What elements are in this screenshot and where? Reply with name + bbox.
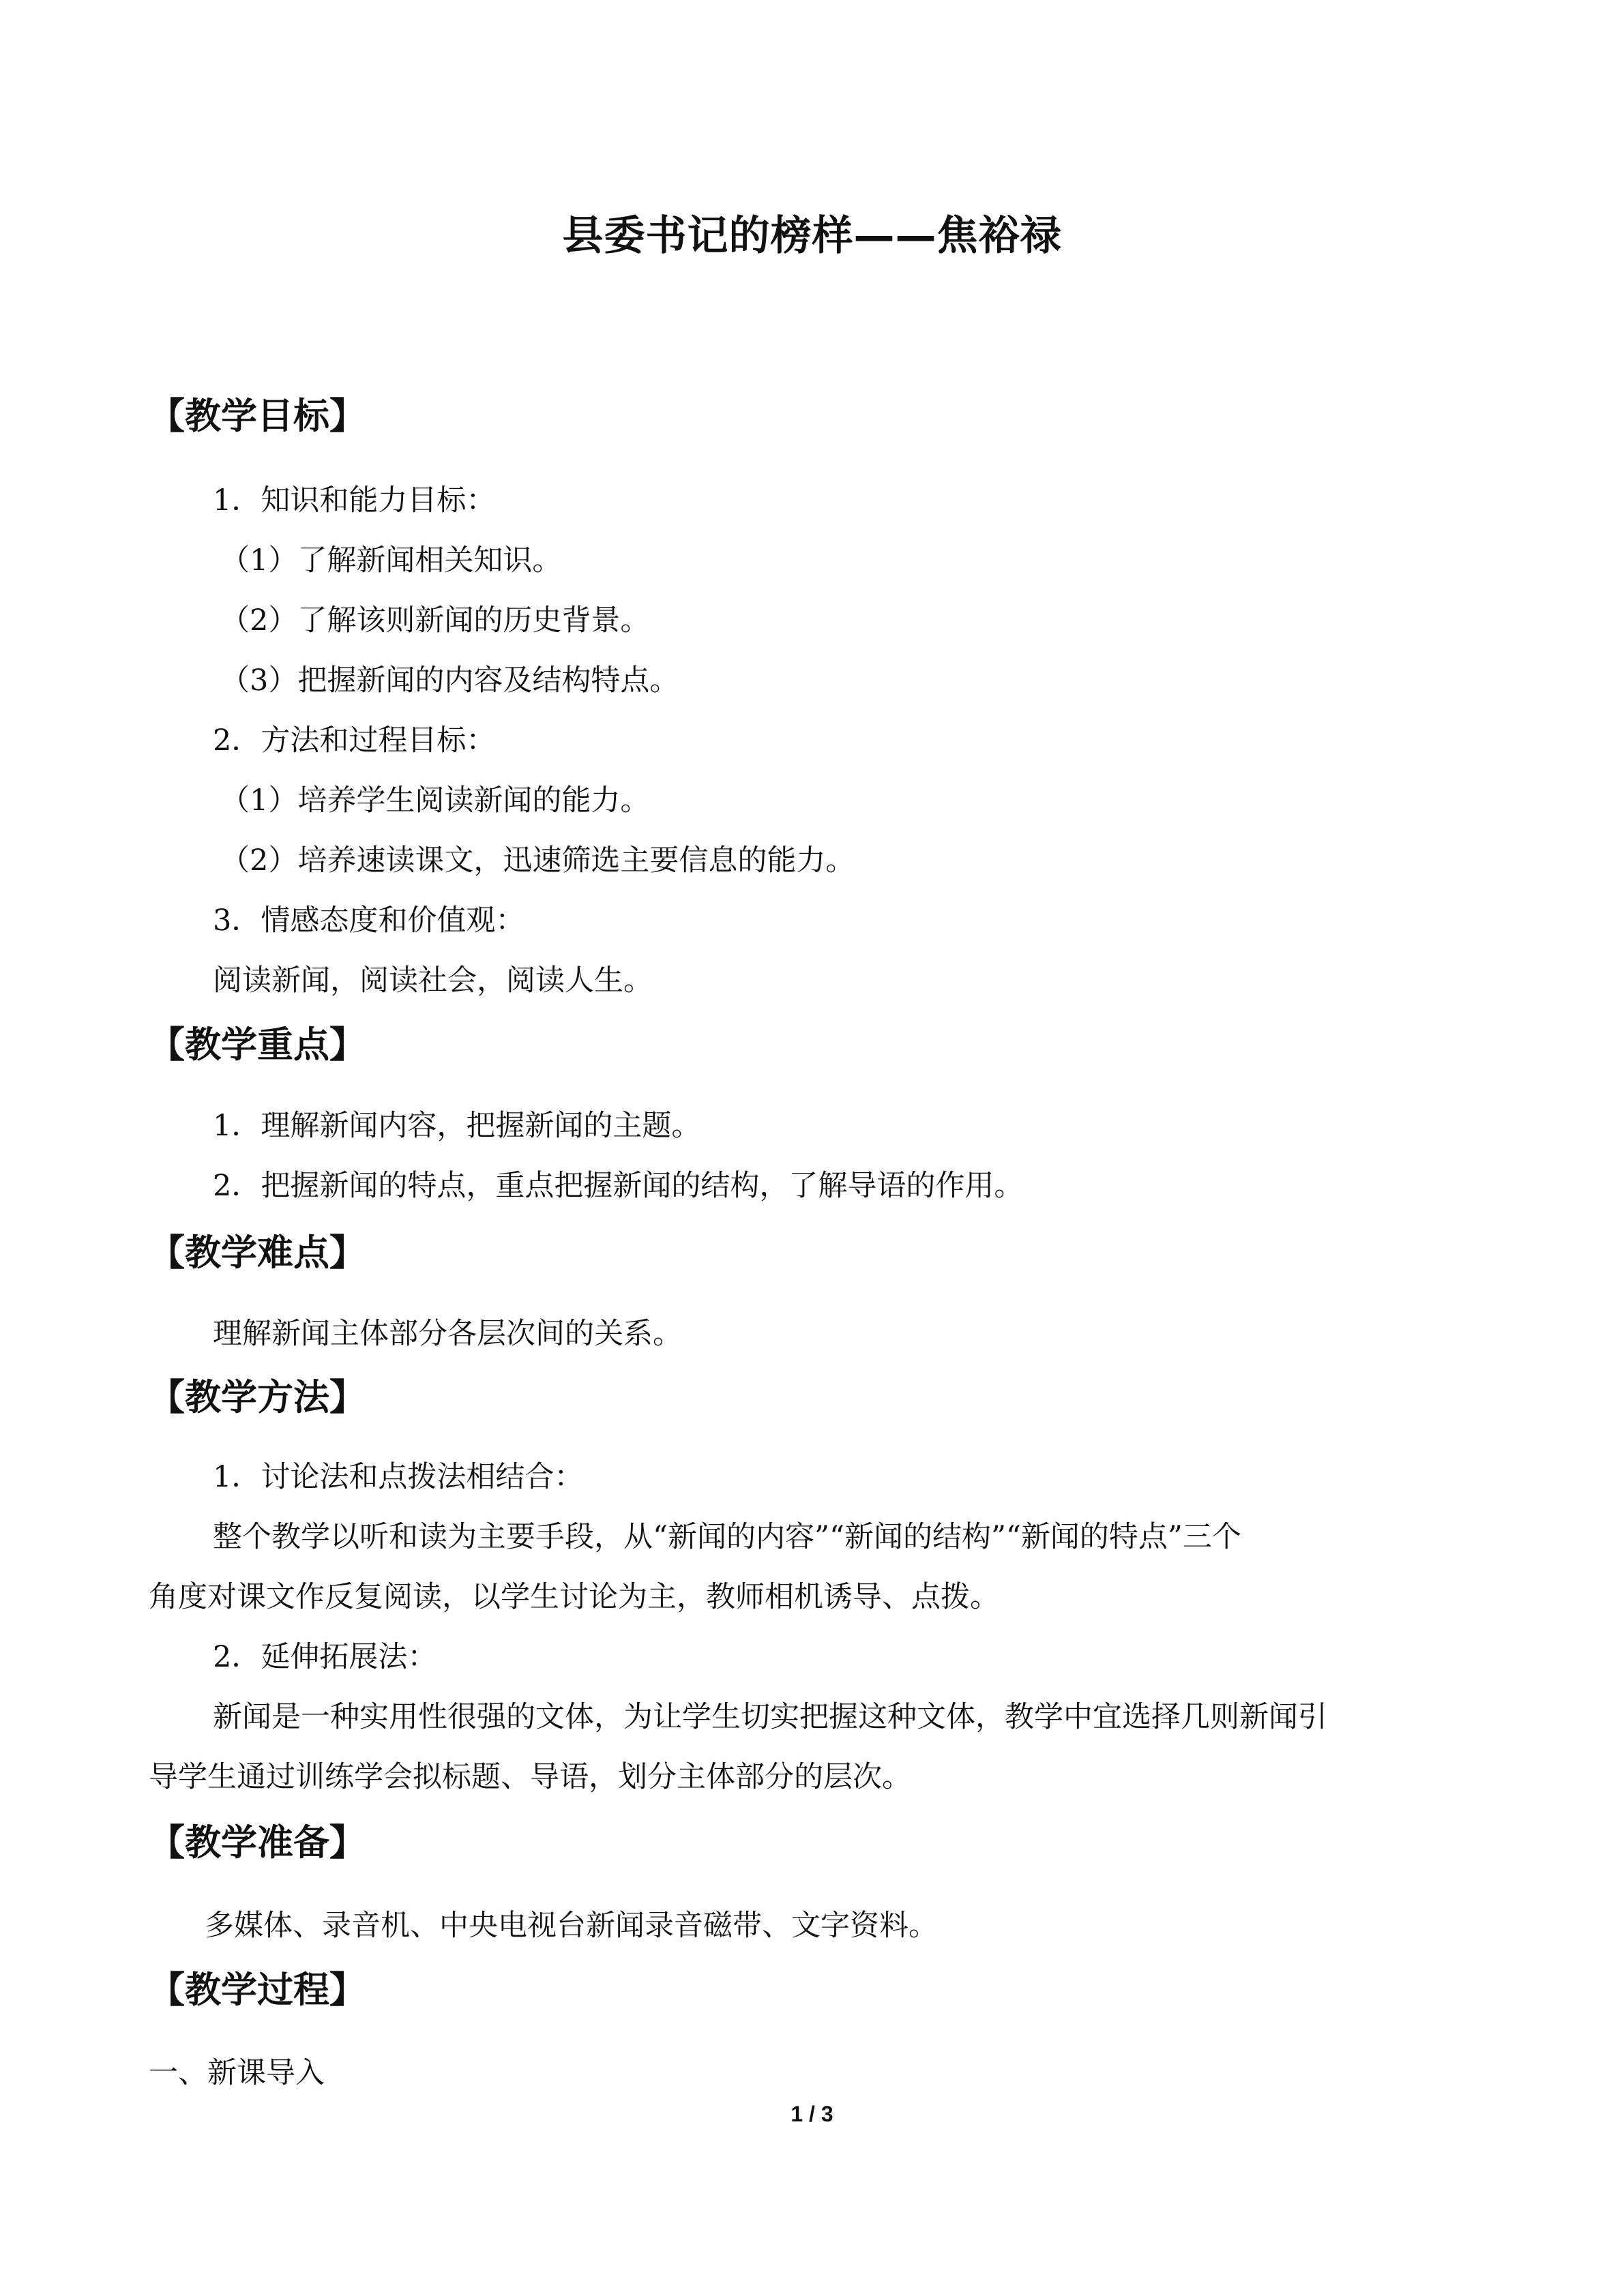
methods-line: 1．讨论法和点拨法相结合： [213, 1460, 584, 1494]
objectives-line: 1．知识和能力目标： [213, 483, 496, 518]
heading-preparation: 【教学准备】 [149, 1822, 366, 1864]
objectives-line: 阅读新闻，阅读社会，阅读人生。 [213, 964, 653, 998]
methods-line: 整个教学以听和读为主要手段，从“新闻的内容”“新闻的结构”“新闻的特点”三个 [213, 1520, 1241, 1554]
heading-objectives: 【教学目标】 [149, 396, 366, 437]
objectives-line: （2）了解该则新闻的历史背景。 [220, 603, 650, 638]
page-number: 1 / 3 [791, 2102, 833, 2126]
methods-line: 2．延伸拓展法： [213, 1640, 437, 1674]
heading-process: 【教学过程】 [149, 1969, 366, 2011]
objectives-line: 3．情感态度和价值观： [213, 904, 525, 938]
methods-line: 导学生通过训练学会拟标题、导语，划分主体部分的层次。 [149, 1760, 911, 1794]
process-line: 一、新课导入 [149, 2056, 325, 2090]
methods-line: 角度对课文作反复阅读，以学生讨论为主，教师相机诱导、点拨。 [149, 1580, 999, 1614]
objectives-line: （2）培养速读课文，迅速筛选主要信息的能力。 [220, 844, 855, 878]
key-points-line: 1．理解新闻内容，把握新闻的主题。 [213, 1109, 701, 1143]
objectives-line: （1）了解新闻相关知识。 [220, 543, 562, 578]
difficulties-line: 理解新闻主体部分各层次间的关系。 [213, 1317, 682, 1351]
heading-methods: 【教学方法】 [149, 1377, 366, 1418]
preparation-line: 多媒体、录音机、中央电视台新闻录音磁带、文字资料。 [205, 1909, 938, 1943]
document-title: 县委书记的榜样——焦裕禄 [562, 212, 1062, 260]
methods-line: 新闻是一种实用性很强的文体，为让学生切实把握这种文体，教学中宜选择几则新闻引 [213, 1700, 1327, 1734]
objectives-line: 2．方法和过程目标： [213, 724, 496, 758]
objectives-line: （3）把握新闻的内容及结构特点。 [220, 664, 679, 698]
objectives-line: （1）培养学生阅读新闻的能力。 [220, 784, 650, 818]
key-points-line: 2．把握新闻的特点，重点把握新闻的结构，了解导语的作用。 [213, 1169, 1024, 1203]
heading-key-points: 【教学重点】 [149, 1024, 366, 1066]
heading-difficulties: 【教学难点】 [149, 1232, 366, 1274]
